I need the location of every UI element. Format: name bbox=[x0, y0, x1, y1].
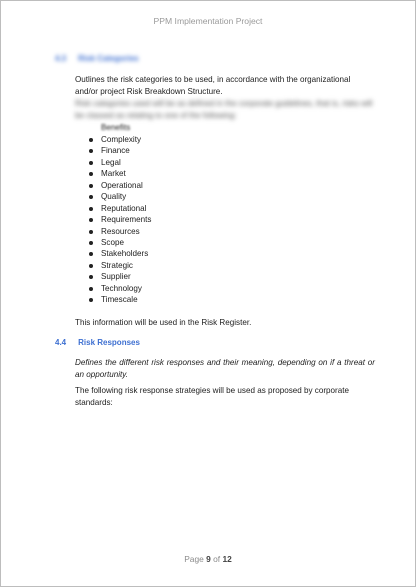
bullet-icon bbox=[89, 230, 93, 234]
list-item bbox=[89, 157, 151, 168]
list-item bbox=[89, 134, 151, 145]
responses-intro: Defines the different risk responses and their meaning, depending on if a threat or an opportunity. bbox=[75, 358, 375, 379]
list-item bbox=[89, 271, 151, 282]
list-item-label: Scope bbox=[101, 237, 124, 247]
list-item bbox=[89, 203, 151, 214]
bullet-icon bbox=[89, 184, 93, 188]
risk-category-list bbox=[89, 123, 152, 306]
list-item-label: Market bbox=[101, 169, 126, 179]
section-number: 4.4 bbox=[55, 338, 67, 347]
footer-current-page: 9 bbox=[206, 554, 211, 564]
list-item bbox=[89, 145, 151, 156]
list-item-label: Requirements bbox=[101, 215, 152, 225]
section-heading-risk-responses bbox=[55, 338, 140, 347]
bullet-icon bbox=[89, 138, 93, 142]
list-item-label: Finance bbox=[101, 146, 130, 156]
section-heading-risk-categories bbox=[55, 54, 139, 63]
bullet-icon bbox=[89, 275, 93, 279]
bullet-icon bbox=[89, 195, 93, 199]
footer-total-pages: 12 bbox=[222, 554, 232, 564]
section-title: Risk Responses bbox=[78, 338, 140, 347]
list-item-label: Supplier bbox=[101, 272, 131, 282]
list-item bbox=[89, 294, 151, 305]
bullet-icon bbox=[89, 264, 93, 268]
bullet-icon bbox=[89, 161, 93, 165]
bullet-icon bbox=[89, 298, 93, 302]
section-number: 4.3 bbox=[55, 54, 67, 63]
bullet-icon bbox=[89, 241, 93, 245]
blurred-paragraph: Risk categories used will be as defined in the corporate guidelines, that is, risks will be classed as relating to one of the following: bbox=[75, 99, 373, 120]
list-item bbox=[89, 214, 151, 225]
list-item-label: Resources bbox=[101, 226, 140, 236]
list-item bbox=[89, 180, 151, 191]
list-item-label: Quality bbox=[101, 192, 127, 202]
list-item-label: Operational bbox=[101, 180, 143, 190]
list-item-label: Legal bbox=[101, 157, 121, 167]
list-item bbox=[89, 260, 151, 271]
list-item-label: Reputational bbox=[101, 203, 147, 213]
list-item-label: Strategic bbox=[101, 260, 133, 270]
section-title: Risk Categories bbox=[78, 54, 139, 63]
page-footer bbox=[1, 554, 415, 564]
list-item bbox=[89, 237, 151, 248]
footer-separator: of bbox=[213, 554, 221, 564]
list-item bbox=[89, 248, 151, 259]
list-item-label: Complexity bbox=[101, 135, 142, 144]
bullet-icon bbox=[89, 218, 93, 222]
list-item-label: Benefits bbox=[101, 123, 131, 132]
bullet-icon bbox=[89, 149, 93, 153]
list-item-label: Timescale bbox=[101, 295, 138, 305]
register-note: This information will be used in the Risk Register. bbox=[75, 318, 252, 327]
page-header: PPM Implementation Project bbox=[153, 16, 263, 26]
list-item bbox=[89, 226, 151, 237]
bullet-icon bbox=[89, 252, 93, 256]
bullet-icon bbox=[89, 172, 93, 176]
list-item bbox=[89, 283, 151, 294]
bullet-icon bbox=[89, 287, 93, 291]
list-item bbox=[89, 191, 151, 202]
list-item bbox=[89, 168, 151, 179]
intro-paragraph: Outlines the risk categories to be used, in accordance with the organizational and/or project Risk Breakdown Structure. bbox=[75, 75, 351, 96]
list-item-label: Stakeholders bbox=[101, 249, 149, 259]
footer-prefix: Page bbox=[184, 554, 204, 564]
list-item-label: Technology bbox=[101, 283, 142, 293]
bullet-icon bbox=[89, 207, 93, 211]
responses-strategy: The following risk response strategies will be used as proposed by corporate standards: bbox=[75, 386, 349, 407]
